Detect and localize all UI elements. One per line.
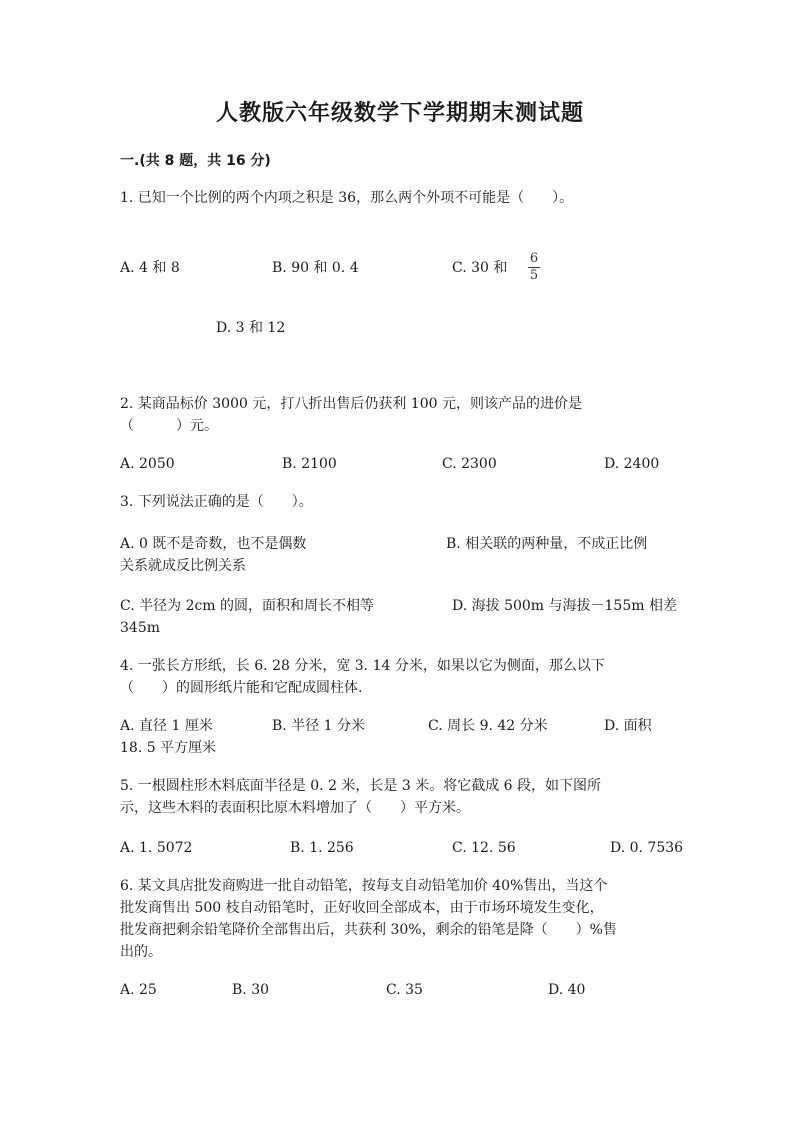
question-4-option-d-continued: 18. 5 平方厘米 xyxy=(120,740,217,756)
question-6-option-a: A. 25 xyxy=(120,982,157,998)
question-6-option-b: B. 30 xyxy=(232,982,270,998)
question-6-stem-line-4: 出的。 xyxy=(120,944,162,960)
question-6-option-d: D. 40 xyxy=(548,982,586,998)
question-1-option-c: C. 30 和 xyxy=(452,260,508,276)
question-2-option-c: C. 2300 xyxy=(442,456,497,472)
question-4-option-a: A. 直径 1 厘米 xyxy=(120,718,213,734)
question-3-stem: 3. 下列说法正确的是（ ）。 xyxy=(120,494,313,510)
question-2-option-d: D. 2400 xyxy=(604,456,660,472)
fraction-numerator: 6 xyxy=(529,251,539,266)
question-2-stem-line-1: 2. 某商品标价 3000 元，打八折出售后仍获利 100 元，则该产品的进价是 xyxy=(120,396,582,412)
question-5-stem-line-1: 5. 一根圆柱形木料底面半径是 0. 2 米，长是 3 米。将它截成 6 段，如下图所 xyxy=(120,778,602,794)
question-3-option-b-continued: 关系就成反比例关系 xyxy=(120,558,246,574)
question-3-option-b: B. 相关联的两种量，不成正比例 xyxy=(446,536,648,552)
question-1-option-d: D. 3 和 12 xyxy=(216,320,286,336)
question-1-option-a: A. 4 和 8 xyxy=(120,260,180,276)
question-5-option-c: C. 12. 56 xyxy=(452,840,516,856)
question-5-option-d: D. 0. 7536 xyxy=(610,840,684,856)
question-5-option-b: B. 1. 256 xyxy=(290,840,354,856)
exam-title: 人教版六年级数学下学期期末测试题 xyxy=(215,101,584,126)
question-6-stem-line-2: 批发商售出 500 枝自动铅笔时，正好收回全部成本，由于市场环境发生变化， xyxy=(120,900,604,916)
question-6-stem-line-1: 6. 某文具店批发商购进一批自动铅笔，按每支自动铅笔加价 40%售出，当这个 xyxy=(120,878,608,894)
question-4-option-b: B. 半径 1 分米 xyxy=(272,718,365,734)
question-1-option-b: B. 90 和 0. 4 xyxy=(272,260,359,276)
question-1-stem: 1. 已知一个比例的两个内项之积是 36，那么两个外项不可能是（ ）。 xyxy=(120,190,574,206)
question-4-stem-line-2: （ ）的圆形纸片能和它配成圆柱体. xyxy=(120,680,363,696)
fraction-denominator: 5 xyxy=(529,268,539,283)
question-4-option-d: D. 面积 xyxy=(604,718,652,734)
question-6-option-c: C. 35 xyxy=(386,982,423,998)
fraction-six-fifths xyxy=(526,252,542,283)
question-5-stem-line-2: 示，这些木料的表面积比原木料增加了（ ）平方米。 xyxy=(120,800,470,816)
section-heading: 一.(共 8 题，共 16 分) xyxy=(120,153,271,169)
question-3-option-d: D. 海拔 500m 与海拔－155m 相差 xyxy=(452,598,677,614)
question-2-stem-line-2: （ ）元。 xyxy=(120,418,218,434)
question-3-option-c: C. 半径为 2cm 的圆，面积和周长不相等 xyxy=(120,598,375,614)
question-2-option-a: A. 2050 xyxy=(120,456,175,472)
question-4-stem-line-1: 4. 一张长方形纸，长 6. 28 分米，宽 3. 14 分米，如果以它为侧面，那么以下 xyxy=(120,658,605,674)
question-5-option-a: A. 1. 5072 xyxy=(120,840,193,856)
question-2-option-b: B. 2100 xyxy=(282,456,337,472)
question-3-option-d-continued: 345m xyxy=(120,620,160,636)
question-6-stem-line-3: 批发商把剩余铅笔降价全部售出后，共获利 30%，剩余的铅笔是降（ ）%售 xyxy=(120,922,617,938)
question-3-option-a: A. 0 既不是奇数，也不是偶数 xyxy=(120,536,307,552)
question-4-option-c: C. 周长 9. 42 分米 xyxy=(428,718,548,734)
